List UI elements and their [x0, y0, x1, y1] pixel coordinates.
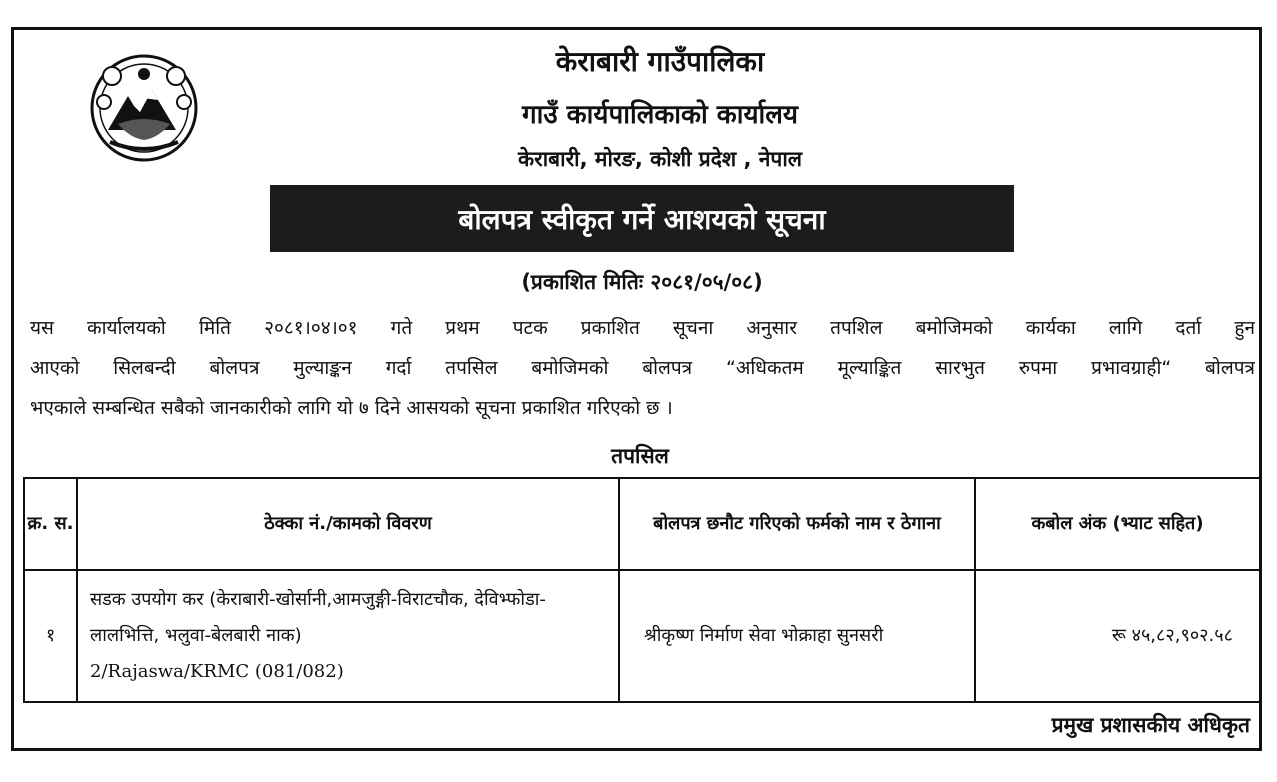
work-description: सडक उपयोग कर (केराबारी-खोर्सानी,आमजुङ्गी-विराटचौक, देविभ्फोडा-लालभित्ति, भलुवा-बेलबारी नाक) [90, 589, 546, 646]
details-heading: तपसिल [611, 444, 669, 468]
table-header-row [24, 478, 1260, 570]
nepal-government-emblem-icon [88, 52, 200, 164]
signatory-title: प्रमुख प्रशासकीय अधिकृत [1051, 713, 1250, 737]
notice-title-banner [270, 185, 1014, 252]
header-serial: क्र. स. [24, 478, 77, 570]
office-name: गाउँ कार्यपालिकाको कार्यालय [522, 100, 798, 130]
header-amount: कबोल अंक (भ्याट सहित) [975, 478, 1260, 570]
row-amount: रू ४५,८२,९०२.५८ [975, 570, 1260, 702]
notice-title: बोलपत्र स्वीकृत गर्ने आशयको सूचना [458, 202, 826, 236]
row-description [77, 570, 619, 702]
notice-body-line: भएकाले सम्बन्धित सबैको जानकारीको लागि यो ७ दिने आसयको सूचना प्रकाशित गरिएको छ । [30, 397, 673, 419]
header-description: ठेक्का नं./कामको विवरण [77, 478, 619, 570]
header-firm: बोलपत्र छनौट गरिएको फर्मको नाम र ठेगाना [619, 478, 975, 570]
row-firm: श्रीकृष्ण निर्माण सेवा भोक्राहा सुनसरी [619, 570, 975, 702]
contract-number: 2/Rajaswa/KRMC (081/082) [90, 661, 344, 682]
notice-body-line: यस कार्यालयको मिति २०८१।०४।०१ गते प्रथम पटक प्रकाशित सूचना अनुसार तपशिल बमोजिमको कार्यका लागि दर्ता हुन [30, 317, 1255, 339]
published-date: (प्रकाशित मितिः २०८१/०५/०८) [521, 270, 763, 294]
award-table [23, 477, 1261, 703]
municipality-name: केराबारी गाउँपालिका [555, 45, 765, 78]
table-row [24, 570, 1260, 702]
office-address: केराबारी, मोरङ, कोशी प्रदेश , नेपाल [518, 147, 802, 171]
notice-body [30, 308, 1255, 428]
notice-body-line: आएको सिलबन्दी बोलपत्र मुल्याङ्कन गर्दा तपसिल बमोजिमको बोलपत्र “अधिकतम मूल्याङ्कित सारभुत रुपमा प्रभावग्राही“ बोलपत्र [30, 357, 1255, 379]
row-serial: १ [24, 570, 77, 702]
